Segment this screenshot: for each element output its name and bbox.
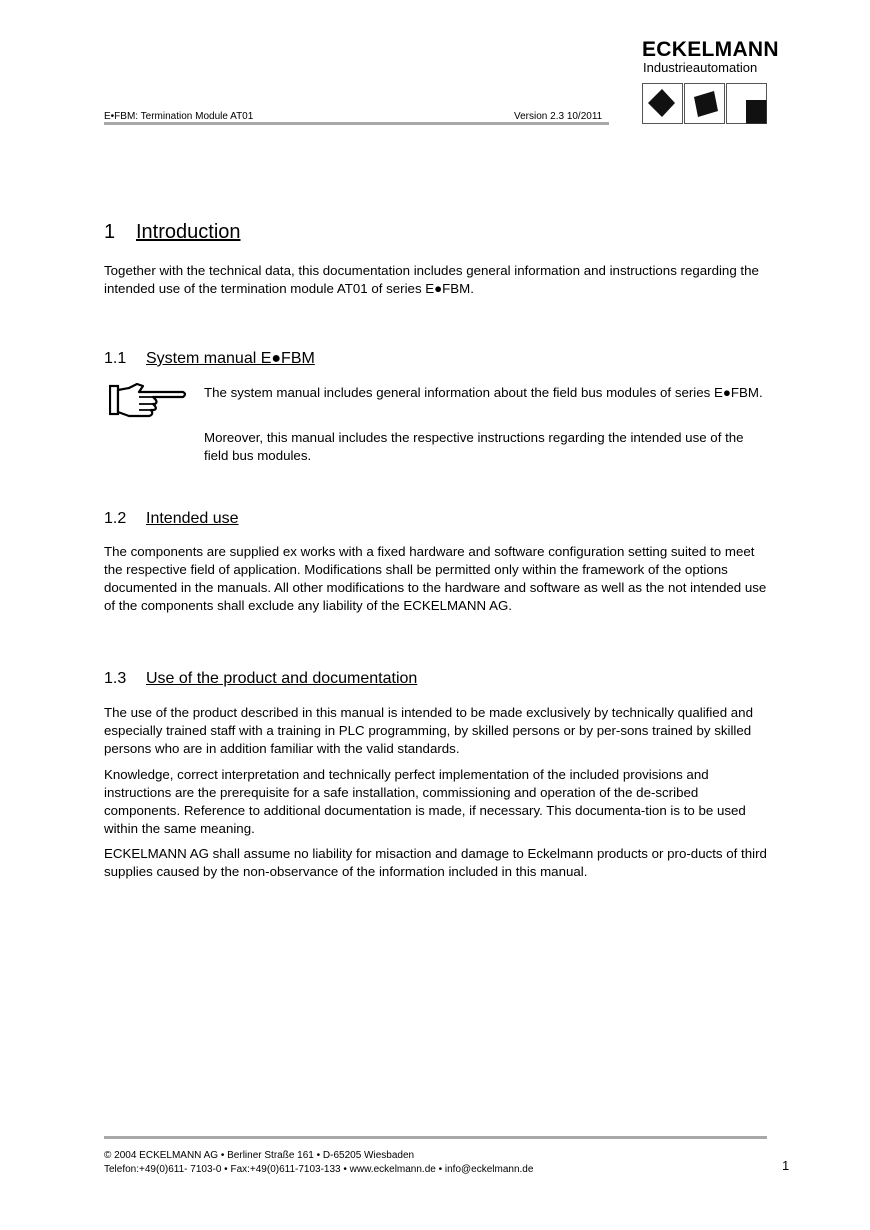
- header-divider: [104, 122, 609, 125]
- header-version: Version 2.3 10/2011: [514, 111, 603, 122]
- section-number: 1.2: [104, 510, 127, 527]
- use-of-product-paragraph-2: Knowledge, correct interpretation and technically perfect implementation of the included provisions and instructions are the prerequisite for a safe installation, commissioning and operation of the de-scribed components. Reference to additional documentation is made, if necessary. This documenta-tion is to be used within the same meaning.: [104, 767, 746, 836]
- section-title: Introduction: [136, 221, 241, 243]
- header-document-title: E•FBM: Termination Module AT01: [104, 111, 254, 122]
- system-manual-paragraph-1: The system manual includes general information about the field bus modules of series E●FBM.: [204, 385, 763, 400]
- section-heading-introduction: [104, 221, 241, 244]
- brand-subtitle: Industrieautomation: [643, 60, 758, 75]
- footer-address: © 2004 ECKELMANN AG • Berliner Straße 161 • D-65205 Wiesbaden: [104, 1150, 415, 1161]
- pointing-hand-icon: [109, 380, 189, 425]
- use-of-product-paragraph-1: The use of the product described in this manual is intended to be made exclusively by technically qualified and especially trained staff with a training in PLC programming, by skilled persons or by per-sons trained by skilled persons who are in addition familiar with the valid standards.: [104, 705, 753, 756]
- use-of-product-paragraph-3: ECKELMANN AG shall assume no liability for misaction and damage to Eckelmann products or pro-ducts of third supplies caused by the non-observance of the information included in this manual.: [104, 846, 767, 879]
- section-heading-use-of-product: [104, 670, 417, 688]
- brand-name: ECKELMANN: [642, 38, 779, 61]
- footer-contact: Telefon:+49(0)611- 7103-0 • Fax:+49(0)611-7103-133 • www.eckelmann.de • info@eckelmann.de: [104, 1164, 534, 1175]
- section-heading-system-manual: [104, 350, 315, 368]
- system-manual-paragraph-2: Moreover, this manual includes the respective instructions regarding the intended use of the field bus modules.: [204, 430, 744, 463]
- page-number: 1: [782, 1158, 790, 1173]
- section-title: Intended use: [146, 510, 239, 527]
- company-logo: [642, 83, 768, 130]
- section-number: 1.3: [104, 670, 127, 687]
- section-title: Use of the product and documentation: [146, 670, 418, 687]
- section-title: System manual E●FBM: [146, 350, 315, 367]
- footer-divider: [104, 1136, 767, 1139]
- introduction-paragraph: Together with the technical data, this documentation includes general information and instructions regarding the intended use of the termination module AT01 of series E●FBM.: [104, 263, 759, 296]
- section-heading-intended-use: [104, 510, 239, 528]
- intended-use-paragraph: The components are supplied ex works with a fixed hardware and software configuration setting suited to meet the respective field of application. Modifications shall be permitted only within the framework of the options documented in the manuals. All other modifications to the hardware and software as well as the not intended use of the components shall exclude any liability of the ECKELMANN AG.: [104, 544, 767, 613]
- section-number: 1.1: [104, 350, 127, 367]
- section-number: 1: [104, 221, 116, 243]
